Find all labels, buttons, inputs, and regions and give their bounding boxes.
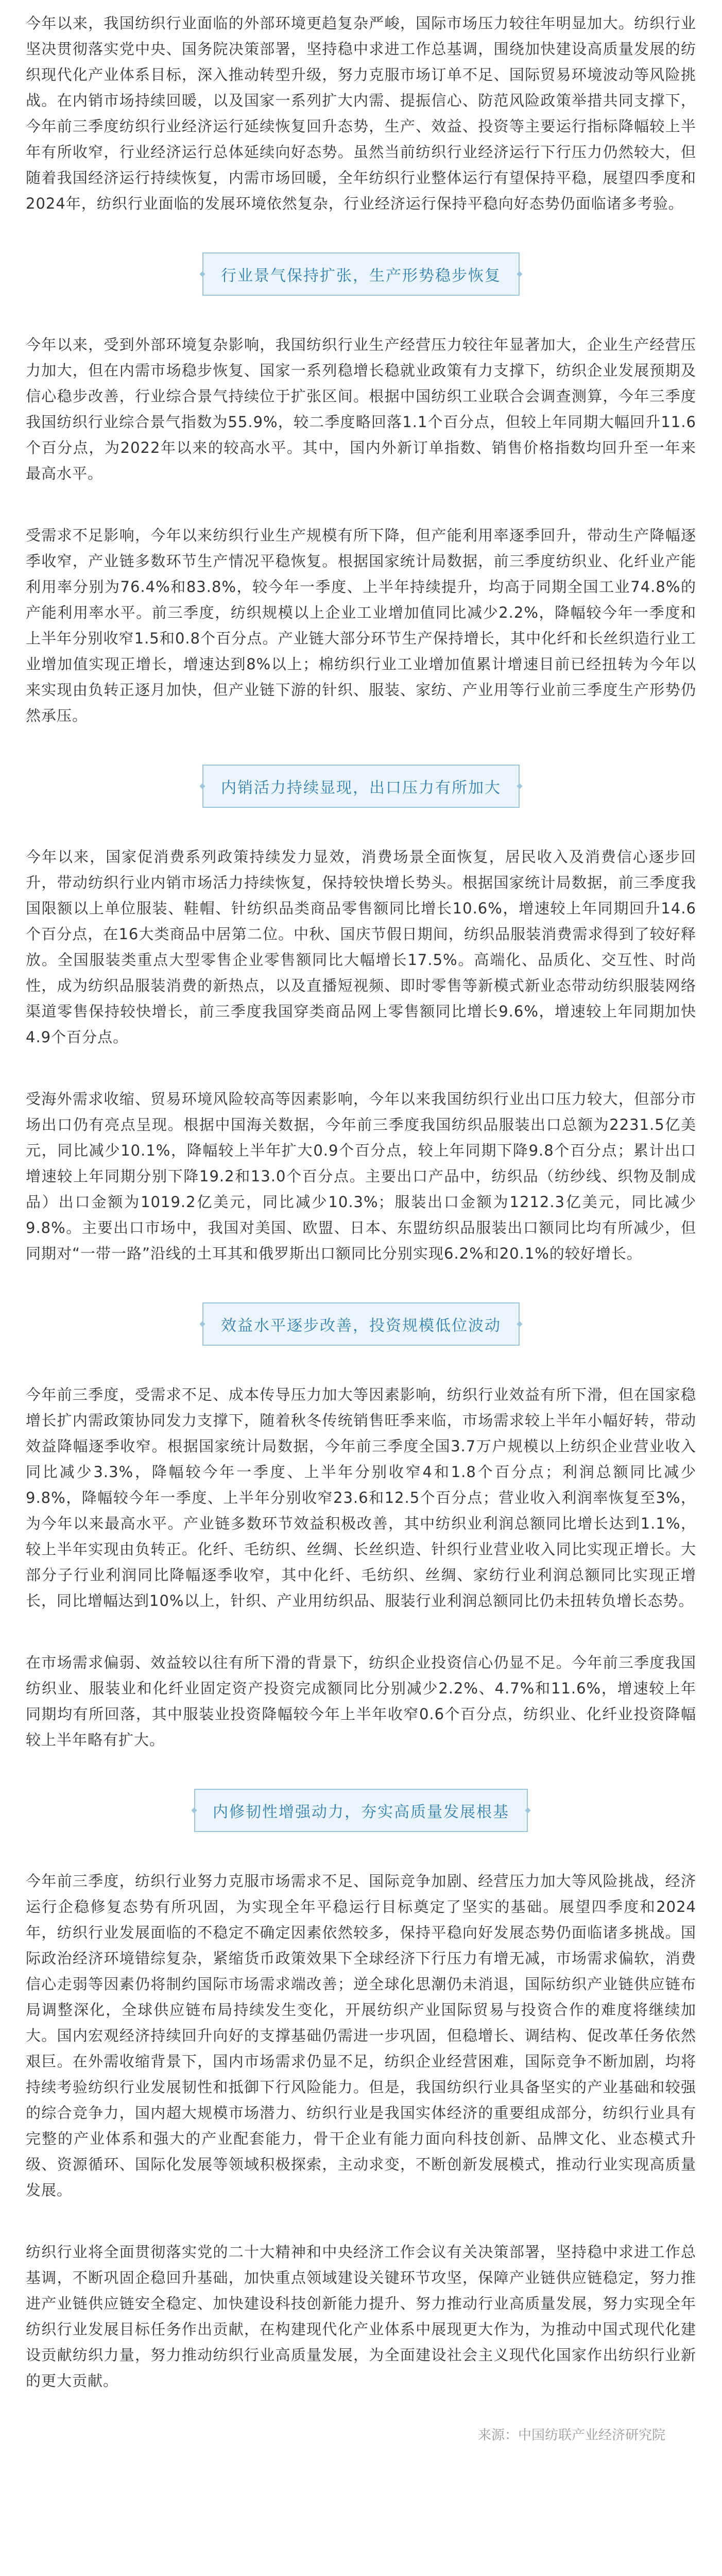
section-heading-1 [26,252,696,296]
section-title: 效益水平逐步改善，投资规模低位波动 [202,1302,520,1346]
paragraph-intro: 今年以来，我国纺织行业面临的外部环境更趋复杂严峻，国际市场压力较往年明显加大。纺织行业坚决贯彻落实党中央、国务院决策部署，坚持稳中求进工作总基调，围绕加快建设高质量发展的纺织现代化产业体系目标，深入推动转型升级，努力克服市场订单不足、国际贸易环境波动等风险挑战。在内销市场持续回暖，以及国家一系列扩大内需、提振信心、防范风险政策举措共同支撑下，今年前三季度纺织行业经济运行延续恢复回升态势，生产、效益、投资等主要运行指标降幅较上半年有所收窄，行业经济运行总体延续向好态势。虽然当前纺织行业经济运行下行压力仍然较大，但随着我国经济运行持续恢复，内需市场回暖，全年纺织行业整体运行有望保持平稳，展望四季度和2024年，纺织行业面临的发展环境依然复杂，行业经济运行保持平稳向好态势仍面临诸多考验。 [26,14,696,212]
paragraph: 今年以来，国家促消费系列政策持续发力显效，消费场景全面恢复，居民收入及消费信心逐步回升，带动纺织行业内销市场活力持续恢复，保持较快增长势头。根据国家统计局数据，前三季度我国限额以上单位服装、鞋帽、针纺织品类商品零售额同比增长10.6%，增速较上年同期回升14.6个百分点，在16大类商品中居第二位。中秋、国庆节假日期间，纺织品服装消费需求得到了较好释放。全国服装类重点大型零售企业零售额同比大幅增长17.5%。高端化、品质化、交互性、时尚性，成为纺织品服装消费的新热点，以及直播短视频、即时零售等新模式新业态带动纺织服装网络渠道零售保持较快增长，前三季度我国穿类商品网上零售额同比增长9.6%，增速较上年同期加快4.9个百分点。 [26,848,696,1046]
section-title: 内修韧性增强动力，夯实高质量发展根基 [194,1789,528,1832]
paragraph: 今年前三季度，纺织行业努力克服市场需求不足、国际竞争加剧、经营压力加大等风险挑战，经济运行企稳修复态势有所巩固，为实现全年平稳运行目标奠定了坚实的基础。展望四季度和2024年，纺织行业发展面临的不稳定不确定因素依然较多，保持平稳向好发展态势仍面临诸多挑战。国际政治经济环境错综复杂，紧缩货币政策效果下全球经济下行压力有增无减，市场需求偏软，消费信心走弱等因素仍将制约国际市场需求端改善；逆全球化思潮仍未消退，国际纺织产业链供应链布局调整深化，全球供应链布局持续发生变化，开展纺织产业国际贸易与投资合作的难度将继续加大。国内宏观经济持续回升向好的支撑基础仍需进一步巩固，但稳增长、调结构、促改革任务依然艰巨。在外需收缩背景下，国内市场需求仍显不足，纺织企业经营困难，国际竞争不断加剧，均将持续考验纺织行业发展韧性和抵御下行风险能力。但是，我国纺织行业具备坚实的产业基础和较强的综合竞争力，国内超大规模市场潜力、纺织行业是我国实体经济的重要组成部分，纺织行业具有完整的产业体系和强大的产业配套能力，骨干企业有能力面向科技创新、品牌文化、业态模式升级、资源循环、国际化发展等领域积极探索，主动求变，不断创新发展模式，推动行业实现高质量发展。 [26,1872,696,2199]
paragraph: 今年前三季度，受需求不足、成本传导压力加大等因素影响，纺织行业效益有所下滑，但在国家稳增长扩内需政策协同发力支撑下，随着秋冬传统销售旺季来临，市场需求较上半年小幅好转，带动效益降幅逐季收窄。根据国家统计局数据，今年前三季度全国3.7万户规模以上纺织企业营业收入同比减少3.3%，降幅较今年一季度、上半年分别收窄4和1.8个百分点；利润总额同比减少9.8%，降幅较今年一季度、上半年分别收窄23.6和12.5个百分点；营业收入利润率恢复至3%，为今年以来最高水平。产业链多数环节效益积极改善，其中纺织业利润总额同比增长达到1.1%，较上半年实现由负转正。化纤、毛纺织、丝绸、长丝织造、针织行业营业收入同比实现正增长。大部分子行业利润同比降幅逐季收窄，其中化纤、毛纺织、丝绸、家纺行业利润总额同比实现正增长，同比增幅达到10%以上，针织、产业用纺织品、服装行业利润总额同比仍未扭转负增长态势。 [26,1386,696,1609]
paragraph: 在市场需求偏弱、效益较以往有所下滑的背景下，纺织企业投资信心仍显不足。今年前三季度我国纺织业、服装业和化纤业固定资产投资完成额同比分别减少2.2%、4.7%和11.6%，增速较上年同期均有所回落，其中服装业投资降幅较今年上半年收窄0.6个百分点，纺织业、化纤业投资降幅较上半年略有扩大。 [26,1654,696,1749]
paragraph: 受需求不足影响，今年以来纺织行业生产规模有所下降，但产能利用率逐季回升，带动生产降幅逐季收窄，产业链多数环节生产情况平稳恢复。根据国家统计局数据，前三季度纺织业、化纤业产能利用率分别为76.4%和83.8%，较今年一季度、上半年持续提升，均高于同期全国工业74.8%的产能利用率水平。前三季度，纺织规模以上企业工业增加值同比减少2.2%，降幅较今年一季度和上半年分别收窄1.5和0.8个百分点。产业链大部分环节生产保持增长，其中化纤和长丝织造行业工业增加值实现正增长，增速达到8%以上；棉纺织行业工业增加值累计增速目前已经扭转为今年以来实现由负转正逐月加快，但产业链下游的针织、服装、家纺、产业用等行业前三季度生产形势仍然承压。 [26,527,696,724]
section-title: 行业景气保持扩张，生产形势稳步恢复 [202,252,520,296]
section-heading-2 [26,765,696,808]
source-credit: 来源：中国纺联产业经济研究院 [477,2428,665,2443]
section-title: 内销活力持续显现，出口压力有所加大 [202,765,520,808]
section-heading-3 [26,1302,696,1346]
paragraph: 今年以来，受到外部环境复杂影响，我国纺织行业生产经营压力较往年显著加大，企业生产经营压力加大，但在内需市场稳步恢复、国家一系列稳增长稳就业政策有力支撑下，纺织企业发展预期及信心稳步改善，行业综合景气持续位于扩张区间。根据中国纺织工业联合会调查测算，今年三季度我国纺织行业综合景气指数为55.9%，较二季度略回落1.1个百分点，但较上年同期大幅回升11.6个百分点，为2022年以来的较高水平。其中，国内外新订单指数、销售价格指数均回升至一年来最高水平。 [26,336,696,482]
paragraph: 受海外需求收缩、贸易环境风险较高等因素影响，今年以来我国纺织行业出口压力较大，但部分市场出口仍有亮点呈现。根据中国海关数据，今年前三季度我国纺织品服装出口总额为2231.5亿美元，同比减少10.1%，降幅较上半年扩大0.9个百分点，较上年同期下降9.8个百分点；累计出口增速较上年同期分别下降19.2和13.0个百分点。主要出口产品中，纺织品（纺纱线、织物及制成品）出口金额为1019.2亿美元，同比减少10.3%；服装出口金额为1212.3亿美元，同比减少9.8%。主要出口市场中，我国对美国、欧盟、日本、东盟纺织品服装出口额同比均有所减少，但同期对“一带一路”沿线的土耳其和俄罗斯出口额同比分别实现6.2%和20.1%的较好增长。 [26,1090,696,1262]
section-heading-4 [26,1789,696,1832]
paragraph: 纺织行业将全面贯彻落实党的二十大精神和中央经济工作会议有关决策部署，坚持稳中求进工作总基调，不断巩固企稳回升基础，加快重点领域建设关键环节攻坚，保障产业链供应链稳定，努力推进产业链供应链安全稳定、加快建设科技创新能力提升、努力推动行业高质量发展，努力实现全年纺织行业发展目标任务作出贡献，在构建现代化产业体系中展现更大作为，为推动中国式现代化建设贡献纺织力量，努力推动纺织行业高质量发展，为全面建设社会主义现代化国家作出纺织行业新的更大贡献。 [26,2243,696,2389]
